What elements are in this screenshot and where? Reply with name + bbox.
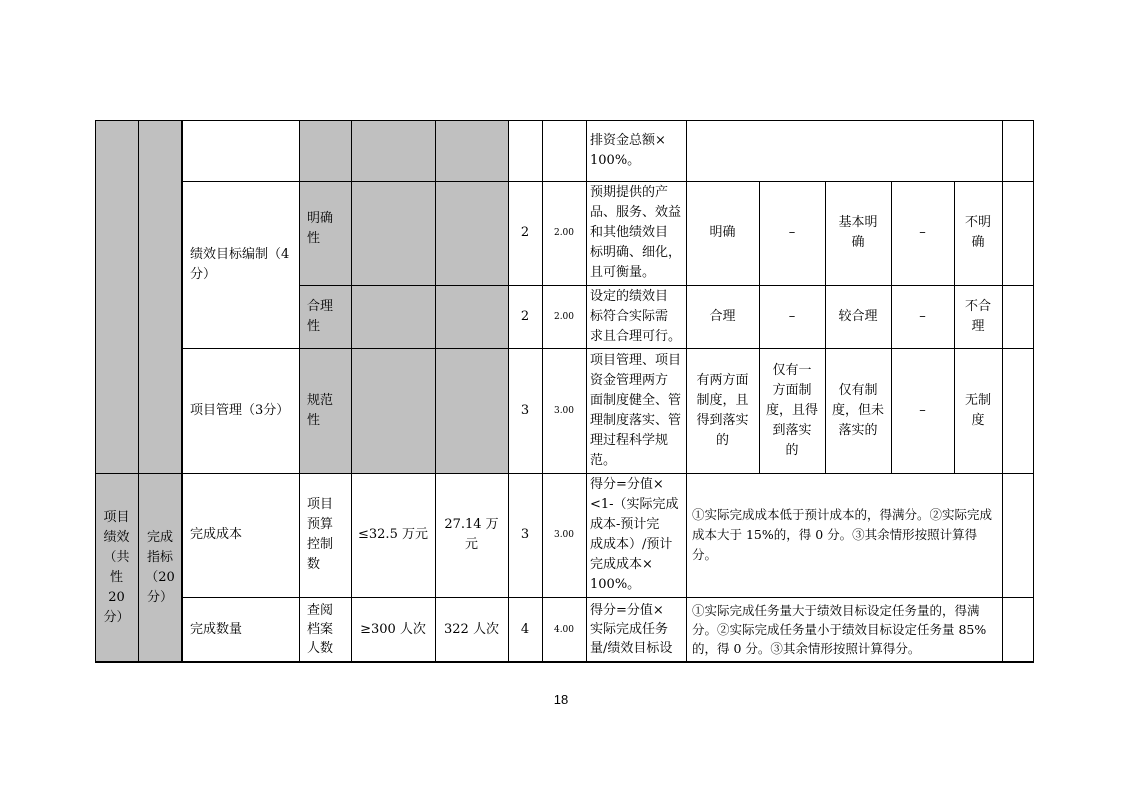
calc-method-cell: 设定的绩效目 标符合实际需 求且合理可行。 [590, 288, 682, 344]
col-border [686, 120, 687, 662]
grade-1-cell: 合理 [709, 308, 736, 324]
grade-5-cell: 不合 理 [964, 298, 991, 334]
grade-2-cell: – [788, 308, 796, 324]
page-number: 18 [553, 692, 569, 707]
score-cell: 2.00 [553, 228, 575, 238]
col-border [542, 120, 543, 662]
weight-cell: 3 [520, 402, 530, 418]
col-border [508, 120, 509, 662]
calc-method-cell: 项目管理、项目 资金管理两方 面制度健全、管 理制度落实、管 理过程科学规 范。 [590, 352, 682, 468]
indicator-cell: 合理 性 [307, 298, 334, 334]
level1-cell-top [95, 120, 138, 473]
col-border [138, 120, 139, 662]
col-border [825, 181, 826, 473]
col-border [954, 181, 955, 473]
col-border [435, 120, 436, 662]
score-cell: 3.00 [553, 405, 575, 416]
col-border [759, 181, 760, 473]
row-border [95, 120, 1034, 121]
weight-cell: 3 [520, 527, 530, 542]
grade-3-cell: 基本明 确 [838, 215, 878, 250]
row-border [95, 473, 1034, 474]
grade-5-cell: 不明 确 [964, 215, 991, 250]
col-border [891, 181, 892, 473]
weight-cell: 2 [520, 225, 530, 240]
actual-value-cell: 27.14 万 元 [444, 517, 499, 552]
weight-cell: 4 [520, 621, 530, 637]
level2-cell: 完成 指标 （20 分） [138, 473, 182, 662]
grade-4-cell: – [919, 402, 926, 418]
col-border [95, 120, 96, 662]
indicator-cell: 项目 预算 控制 数 [307, 497, 334, 572]
level2-cell-top [138, 120, 182, 473]
item-cell: 完成数量 [190, 621, 243, 637]
row-border [182, 597, 1034, 598]
score-cell: 2.00 [553, 311, 575, 322]
col-border [586, 120, 587, 662]
grade-2-cell: 仅有一 方面制 度，且得 到落实 的 [765, 362, 818, 458]
row-border [95, 661, 1034, 663]
grade-1-cell: 有两方面 制度，且 得到落实 的 [696, 372, 749, 448]
weight-cell: 2 [520, 308, 530, 324]
row-border [182, 181, 1034, 182]
grade-1-cell: 明确 [709, 225, 736, 240]
score-cell: 4.00 [553, 624, 575, 635]
calc-method-cell: 预期提供的产 品、服务、效益 和其他绩效目 标明确、细化， 且可衡量。 [590, 185, 682, 280]
grade-4-cell: – [919, 308, 926, 324]
scoring-rule-cell: ①实际完成任务量大于绩效目标设定任务量的，得满分。②实际完成任务量小于绩效目标设定任务量 85%的，得 0 分。③其余情形按照计算得分。 [692, 603, 987, 656]
item-cell: 项目管理（3分） [190, 402, 290, 418]
level1-cell: 项目 绩效 （共 性 20 分） [95, 473, 138, 662]
col-border [299, 120, 300, 662]
target-value-cell: ≤32.5 万元 [358, 527, 428, 542]
scoring-rule-cell: ①实际完成成本低于预计成本的，得满分。②实际完成成本大于 15%的，得 0 分。③其余情形按照计算得分。 [692, 507, 993, 562]
grade-3-cell: 较合理 [838, 308, 878, 324]
calc-method-cell: 得分=分值× <1-（实际完成 成本-预计完 成成本）/预计 完成成本× 100%。 [590, 477, 679, 592]
col-border [1002, 120, 1003, 662]
grade-3-cell: 仅有制 度，但未 落实的 [831, 382, 884, 438]
row-border [299, 285, 1034, 286]
grade-5-cell: 无制 度 [964, 392, 991, 428]
target-value-cell: ≥300 人次 [360, 621, 426, 637]
indicator-cell: 规范 性 [307, 392, 334, 428]
col-border [1033, 120, 1034, 662]
indicator-cell: 查阅 档案 人数 [307, 603, 334, 656]
grade-4-cell: – [919, 225, 926, 240]
indicator-cell: 明确 性 [307, 211, 334, 246]
actual-value-cell: 322 人次 [444, 621, 499, 637]
calc-method-cell: 排资金总额× 100%。 [590, 132, 666, 168]
row-border [182, 348, 1034, 349]
item-cell: 绩效目标编制（4 分） [190, 246, 290, 282]
item-cell: 完成成本 [190, 527, 243, 542]
score-cell: 3.00 [553, 530, 575, 540]
calc-method-cell: 得分=分值× 实际完成任务 量/绩效目标设 [590, 603, 673, 656]
col-border [181, 120, 183, 662]
grade-2-cell: – [788, 225, 796, 240]
col-border [351, 120, 352, 662]
